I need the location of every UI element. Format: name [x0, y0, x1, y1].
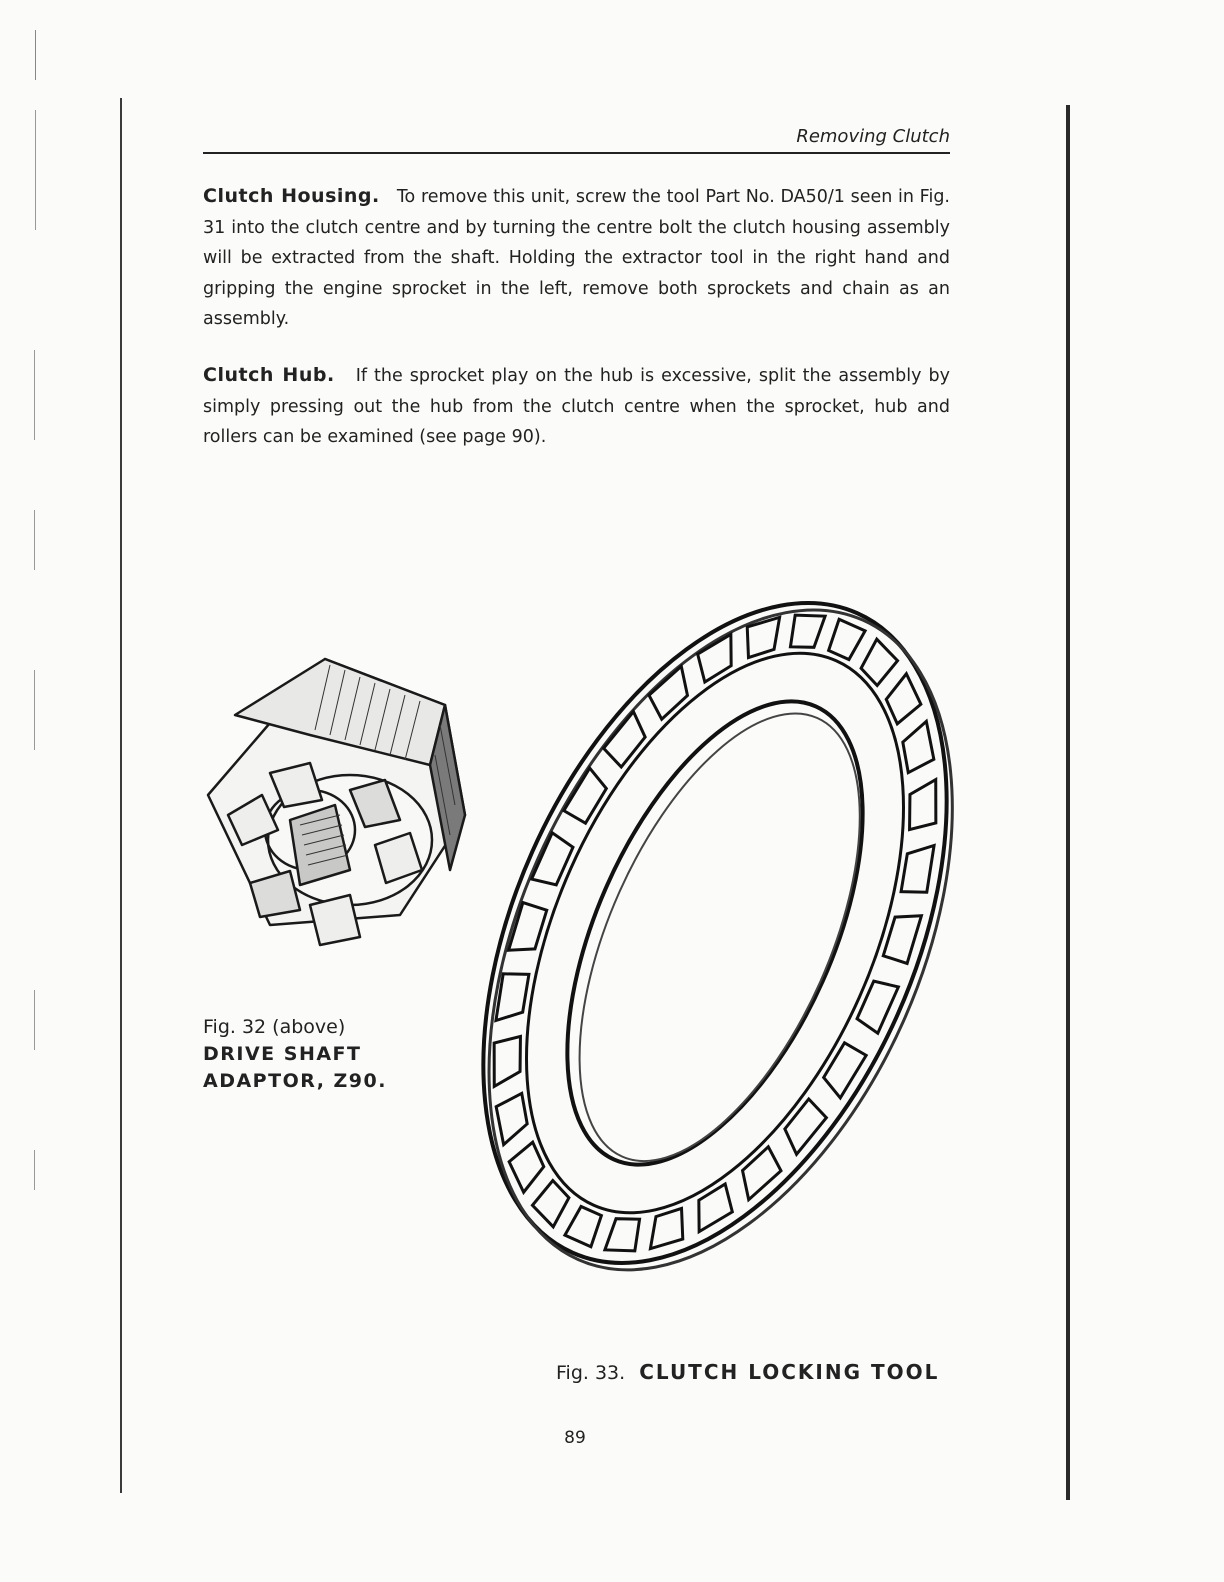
paragraph-heading: Clutch Hub. [203, 364, 335, 386]
fig32-caption [203, 1014, 463, 1095]
running-header: Removing Clutch [796, 126, 950, 147]
hex-adaptor-illustration [200, 655, 480, 955]
scan-edge-right [1066, 105, 1070, 1500]
slotted-ring-illustration [450, 555, 970, 1315]
fig32-label: Fig. 32 (above) [203, 1016, 346, 1038]
scan-margin-marks [34, 350, 35, 440]
paragraph-text: To remove this unit, screw the tool Part No. DA50/1 seen in Fig. 31 into the clutch centre and by turning the centre bolt the clutch housing assembly will be extracted from the shaft. Holding the extractor tool in the right hand and gripping the engine sprocket in the left, remove both sprockets and chain as an assembly. [203, 187, 950, 329]
scan-margin-marks [35, 30, 36, 80]
scan-margin-marks [34, 670, 35, 750]
paragraph-clutch-housing [203, 181, 950, 335]
paragraph-text: If the sprocket play on the hub is excessive, split the assembly by simply pressing out the hub from the clutch centre when the sprocket, hub and rollers can be examined (see page 90). [203, 366, 950, 447]
paragraph-heading: Clutch Housing. [203, 185, 380, 207]
paragraph-clutch-hub [203, 360, 950, 453]
scan-margin-marks [34, 1150, 35, 1190]
fig33-label: Fig. 33. [556, 1362, 626, 1384]
scan-margin-marks [34, 510, 35, 570]
scan-edge-left [120, 98, 122, 1493]
fig33-caption [556, 1360, 956, 1384]
scan-margin-marks [34, 990, 35, 1050]
fig32-title-line2: ADAPTOR, Z90. [203, 1070, 387, 1092]
fig32-title-line1: DRIVE SHAFT [203, 1043, 362, 1065]
page-number: 89 [564, 1428, 586, 1448]
header-rule [203, 152, 950, 154]
fig33-title: CLUTCH LOCKING TOOL [639, 1360, 940, 1384]
scan-margin-marks [35, 110, 36, 230]
